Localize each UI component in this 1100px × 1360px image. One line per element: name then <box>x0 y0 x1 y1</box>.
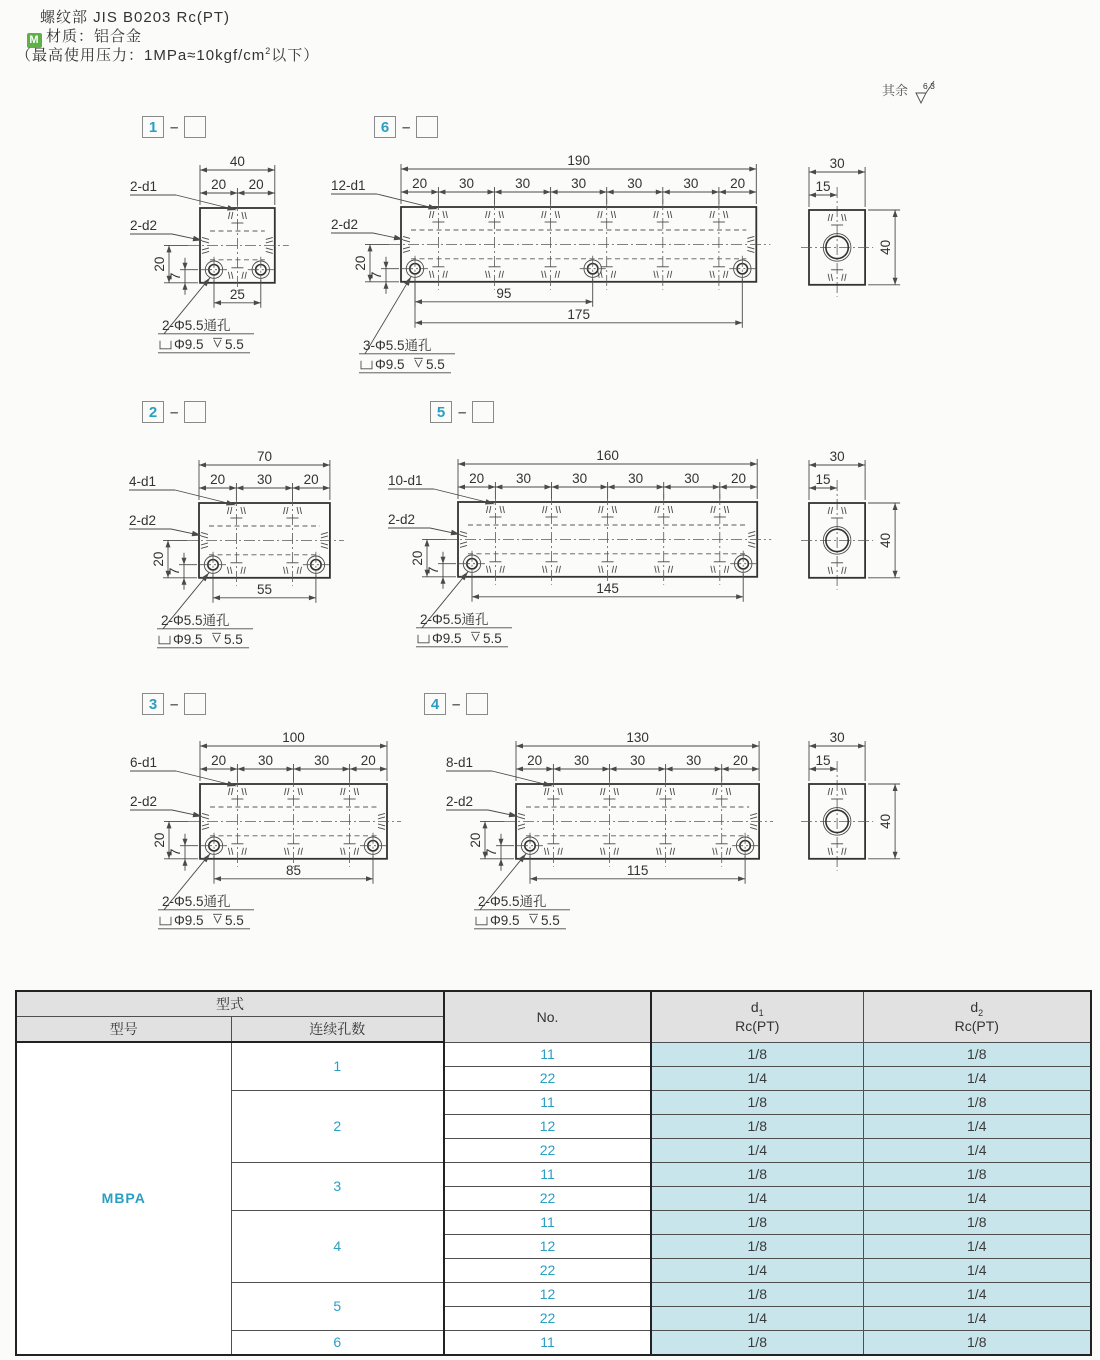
diagram-2-id <box>142 401 206 423</box>
svg-text:30: 30 <box>257 753 274 768</box>
model-suffix-box <box>472 401 494 423</box>
cell-d2: 1/8 <box>863 1210 1091 1234</box>
cell-no: 12 <box>444 1234 651 1258</box>
cell-d1: 1/8 <box>651 1090 863 1114</box>
cell-d1: 1/4 <box>651 1186 863 1210</box>
header-holes: 连续孔数 <box>231 1017 444 1043</box>
svg-text:20: 20 <box>248 177 264 192</box>
svg-text:40: 40 <box>878 813 894 829</box>
svg-text:30: 30 <box>684 471 700 486</box>
svg-text:Φ9.5: Φ9.5 <box>490 912 520 928</box>
svg-text:2-Φ5.5通孔: 2-Φ5.5通孔 <box>161 612 230 628</box>
svg-text:Φ9.5: Φ9.5 <box>174 336 204 352</box>
svg-text:7: 7 <box>168 272 183 281</box>
svg-text:25: 25 <box>229 286 245 302</box>
svg-text:2-d2: 2-d2 <box>130 218 158 233</box>
manifold-front-view <box>386 442 777 655</box>
svg-text:30: 30 <box>829 156 845 171</box>
svg-text:20: 20 <box>210 472 226 487</box>
svg-text:30: 30 <box>515 471 532 486</box>
svg-text:6.3: 6.3 <box>923 81 935 91</box>
cell-holes: 3 <box>231 1162 444 1210</box>
svg-text:2-Φ5.5通孔: 2-Φ5.5通孔 <box>478 893 547 909</box>
svg-text:30: 30 <box>630 753 646 768</box>
manifold-front-view <box>128 724 407 937</box>
cell-d1: 1/8 <box>651 1282 863 1306</box>
dash: – <box>452 695 461 713</box>
diagram-1-id <box>142 116 206 138</box>
cell-no: 22 <box>444 1258 651 1282</box>
header-d2: $d_2$ Rc(PT) <box>863 991 1091 1042</box>
svg-text:115: 115 <box>626 862 649 878</box>
cell-holes: 6 <box>231 1330 444 1355</box>
svg-text:30: 30 <box>829 730 845 745</box>
material-icon: M <box>27 33 42 48</box>
svg-text:130: 130 <box>626 730 649 745</box>
svg-text:20: 20 <box>211 753 227 768</box>
svg-text:70: 70 <box>256 449 273 464</box>
side-view-1 <box>797 148 913 315</box>
svg-text:40: 40 <box>878 532 894 548</box>
svg-text:5.5: 5.5 <box>224 631 243 647</box>
cell-d2: 1/4 <box>863 1258 1091 1282</box>
svg-text:20: 20 <box>360 753 376 768</box>
svg-text:20: 20 <box>468 832 483 848</box>
svg-text:55: 55 <box>256 581 273 597</box>
table-row <box>16 1042 1091 1066</box>
svg-text:7: 7 <box>167 567 182 576</box>
manifold-side-view <box>797 722 913 884</box>
svg-text:15: 15 <box>815 472 831 487</box>
manifold-front-view <box>444 724 779 937</box>
svg-text:30: 30 <box>572 471 588 486</box>
svg-text:2-d2: 2-d2 <box>446 794 474 809</box>
diagram-2-drawing <box>127 443 350 661</box>
diagram-3-drawing <box>128 724 407 942</box>
dash: – <box>402 118 411 136</box>
drawing-geometry <box>388 448 771 647</box>
svg-text:Φ9.5: Φ9.5 <box>375 356 405 372</box>
roughness-symbol-icon <box>910 80 946 106</box>
diagram-number-box: 5 <box>430 401 452 423</box>
svg-text:Φ9.5: Φ9.5 <box>432 630 462 646</box>
svg-text:85: 85 <box>285 862 302 878</box>
cell-d2: 1/4 <box>863 1282 1091 1306</box>
svg-text:30: 30 <box>573 753 590 768</box>
svg-text:7: 7 <box>168 848 183 857</box>
manifold-side-view <box>797 441 913 603</box>
model-suffix-box <box>466 693 488 715</box>
material-text: 材质：铝合金 <box>46 28 143 45</box>
header-type: 型式 <box>16 991 444 1017</box>
svg-text:3-Φ5.5通孔: 3-Φ5.5通孔 <box>363 337 432 353</box>
cell-holes: 4 <box>231 1210 444 1282</box>
model-suffix-box <box>184 116 206 138</box>
cell-d2: 1/8 <box>863 1330 1091 1355</box>
cell-model: MBPA <box>16 1042 231 1355</box>
svg-text:7: 7 <box>484 848 499 857</box>
svg-text:100: 100 <box>282 730 305 745</box>
svg-text:30: 30 <box>515 176 531 191</box>
svg-text:5.5: 5.5 <box>225 912 244 928</box>
svg-text:20: 20 <box>412 176 428 191</box>
svg-text:5.5: 5.5 <box>541 912 560 928</box>
manifold-front-view <box>329 147 776 381</box>
svg-text:20: 20 <box>152 256 167 272</box>
svg-text:2-Φ5.5通孔: 2-Φ5.5通孔 <box>420 611 489 627</box>
svg-text:40: 40 <box>229 154 245 169</box>
cell-d1: 1/4 <box>651 1138 863 1162</box>
cell-d2: 1/4 <box>863 1114 1091 1138</box>
manifold-front-view <box>127 443 350 656</box>
diagram-number-box: 1 <box>142 116 164 138</box>
dash: – <box>458 403 467 421</box>
svg-text:7: 7 <box>369 271 384 280</box>
svg-text:30: 30 <box>683 176 699 191</box>
diagram-5-id <box>430 401 494 423</box>
side-view-2 <box>797 441 913 608</box>
cell-holes: 1 <box>231 1042 444 1090</box>
surface-finish-note <box>882 80 946 106</box>
svg-text:20: 20 <box>211 177 227 192</box>
drawing-geometry <box>801 730 900 871</box>
svg-text:20: 20 <box>732 753 748 768</box>
drawing-geometry <box>129 449 344 648</box>
svg-text:160: 160 <box>596 448 619 463</box>
header-no: No. <box>444 991 651 1042</box>
drawing-geometry <box>130 154 289 353</box>
svg-text:30: 30 <box>256 472 273 487</box>
svg-text:30: 30 <box>628 471 644 486</box>
finish-label: 其余 <box>882 83 909 98</box>
cell-d1: 1/8 <box>651 1042 863 1066</box>
header-model: 型号 <box>16 1017 231 1043</box>
svg-text:12-d1: 12-d1 <box>331 178 366 193</box>
spec-table-grid <box>15 990 1092 1356</box>
model-suffix-box <box>184 693 206 715</box>
cell-d1: 1/4 <box>651 1306 863 1330</box>
diagram-6-drawing <box>329 147 776 386</box>
svg-text:20: 20 <box>730 176 746 191</box>
svg-text:20: 20 <box>410 550 425 566</box>
cell-holes: 5 <box>231 1282 444 1330</box>
svg-text:30: 30 <box>627 176 643 191</box>
side-view-3 <box>797 722 913 889</box>
svg-text:2-d2: 2-d2 <box>388 512 416 527</box>
manifold-front-view <box>128 148 295 361</box>
svg-text:145: 145 <box>596 580 619 596</box>
svg-text:5.5: 5.5 <box>483 630 502 646</box>
dash: – <box>170 118 179 136</box>
svg-text:6-d1: 6-d1 <box>130 755 158 770</box>
model-suffix-box <box>184 401 206 423</box>
diagram-number-box: 6 <box>374 116 396 138</box>
spec-table <box>15 990 1092 1356</box>
svg-text:5.5: 5.5 <box>225 336 244 352</box>
cell-no: 22 <box>444 1138 651 1162</box>
drawing-geometry <box>446 730 773 929</box>
manifold-side-view <box>797 148 913 310</box>
svg-text:40: 40 <box>878 239 894 255</box>
cell-d2: 1/8 <box>863 1090 1091 1114</box>
cell-d2: 1/8 <box>863 1162 1091 1186</box>
cell-holes: 2 <box>231 1090 444 1162</box>
svg-text:30: 30 <box>571 176 587 191</box>
cell-no: 12 <box>444 1114 651 1138</box>
svg-text:30: 30 <box>686 753 702 768</box>
svg-text:30: 30 <box>314 753 330 768</box>
svg-text:8-d1: 8-d1 <box>446 755 474 770</box>
cell-d1: 1/8 <box>651 1234 863 1258</box>
model-suffix-box <box>416 116 438 138</box>
diagram-1-drawing <box>128 148 295 366</box>
cell-d2: 1/8 <box>863 1042 1091 1066</box>
svg-text:190: 190 <box>567 153 590 168</box>
svg-text:2-d1: 2-d1 <box>130 179 158 194</box>
pressure-note: （最高使用压力：$1MPa\approx 10kgf/cm^2$以下） <box>16 46 320 64</box>
cell-d2: 1/4 <box>863 1234 1091 1258</box>
svg-text:4-d1: 4-d1 <box>129 474 157 489</box>
header-d1: $d_1$ Rc(PT) <box>651 991 863 1042</box>
svg-text:20: 20 <box>730 471 747 486</box>
diagram-5-drawing <box>386 442 777 660</box>
cell-no: 22 <box>444 1186 651 1210</box>
cell-no: 11 <box>444 1042 651 1066</box>
drawing-geometry <box>801 156 900 297</box>
cell-d1: 1/4 <box>651 1258 863 1282</box>
cell-d2: 1/4 <box>863 1066 1091 1090</box>
svg-text:15: 15 <box>815 179 831 194</box>
diagram-4-drawing <box>444 724 779 942</box>
svg-text:15: 15 <box>815 753 831 768</box>
cell-no: 22 <box>444 1306 651 1330</box>
diagram-4-id <box>424 693 488 715</box>
cell-no: 12 <box>444 1282 651 1306</box>
cell-no: 11 <box>444 1330 651 1355</box>
cell-d2: 1/4 <box>863 1186 1091 1210</box>
svg-text:20: 20 <box>151 551 166 567</box>
thread-spec-note: 螺纹部 JIS B0203 Rc(PT) <box>40 9 231 26</box>
svg-text:7: 7 <box>426 566 441 575</box>
diagram-3-id <box>142 693 206 715</box>
drawing-geometry <box>801 449 900 590</box>
diagram-6-id <box>374 116 438 138</box>
svg-text:2-d2: 2-d2 <box>129 513 157 528</box>
cell-no: 22 <box>444 1066 651 1090</box>
dash: – <box>170 403 179 421</box>
cell-d1: 1/8 <box>651 1162 863 1186</box>
svg-text:5.5: 5.5 <box>426 356 445 372</box>
cell-d2: 1/4 <box>863 1138 1091 1162</box>
svg-text:2-d2: 2-d2 <box>331 217 359 232</box>
svg-text:20: 20 <box>353 255 368 271</box>
svg-text:10-d1: 10-d1 <box>388 473 423 488</box>
cell-no: 11 <box>444 1090 651 1114</box>
cell-d1: 1/4 <box>651 1066 863 1090</box>
svg-text:2-Φ5.5通孔: 2-Φ5.5通孔 <box>162 317 231 333</box>
svg-text:20: 20 <box>527 753 543 768</box>
diagram-number-box: 3 <box>142 693 164 715</box>
cell-d1: 1/8 <box>651 1114 863 1138</box>
cell-d1: 1/8 <box>651 1330 863 1355</box>
cell-d2: 1/4 <box>863 1306 1091 1330</box>
diagram-number-box: 2 <box>142 401 164 423</box>
dash: – <box>170 695 179 713</box>
drawing-geometry <box>331 153 770 373</box>
drawing-geometry <box>130 730 401 929</box>
svg-text:30: 30 <box>829 449 845 464</box>
cell-d1: 1/8 <box>651 1210 863 1234</box>
svg-text:175: 175 <box>567 306 590 322</box>
svg-text:2-d2: 2-d2 <box>130 794 158 809</box>
svg-text:2-Φ5.5通孔: 2-Φ5.5通孔 <box>162 893 231 909</box>
cell-no: 11 <box>444 1162 651 1186</box>
diagram-number-box: 4 <box>424 693 446 715</box>
svg-text:20: 20 <box>303 472 319 487</box>
svg-text:Φ9.5: Φ9.5 <box>173 631 203 647</box>
svg-text:20: 20 <box>152 832 167 848</box>
cell-no: 11 <box>444 1210 651 1234</box>
svg-text:30: 30 <box>458 176 475 191</box>
svg-text:95: 95 <box>496 285 512 301</box>
svg-text:20: 20 <box>469 471 485 486</box>
svg-text:Φ9.5: Φ9.5 <box>174 912 204 928</box>
